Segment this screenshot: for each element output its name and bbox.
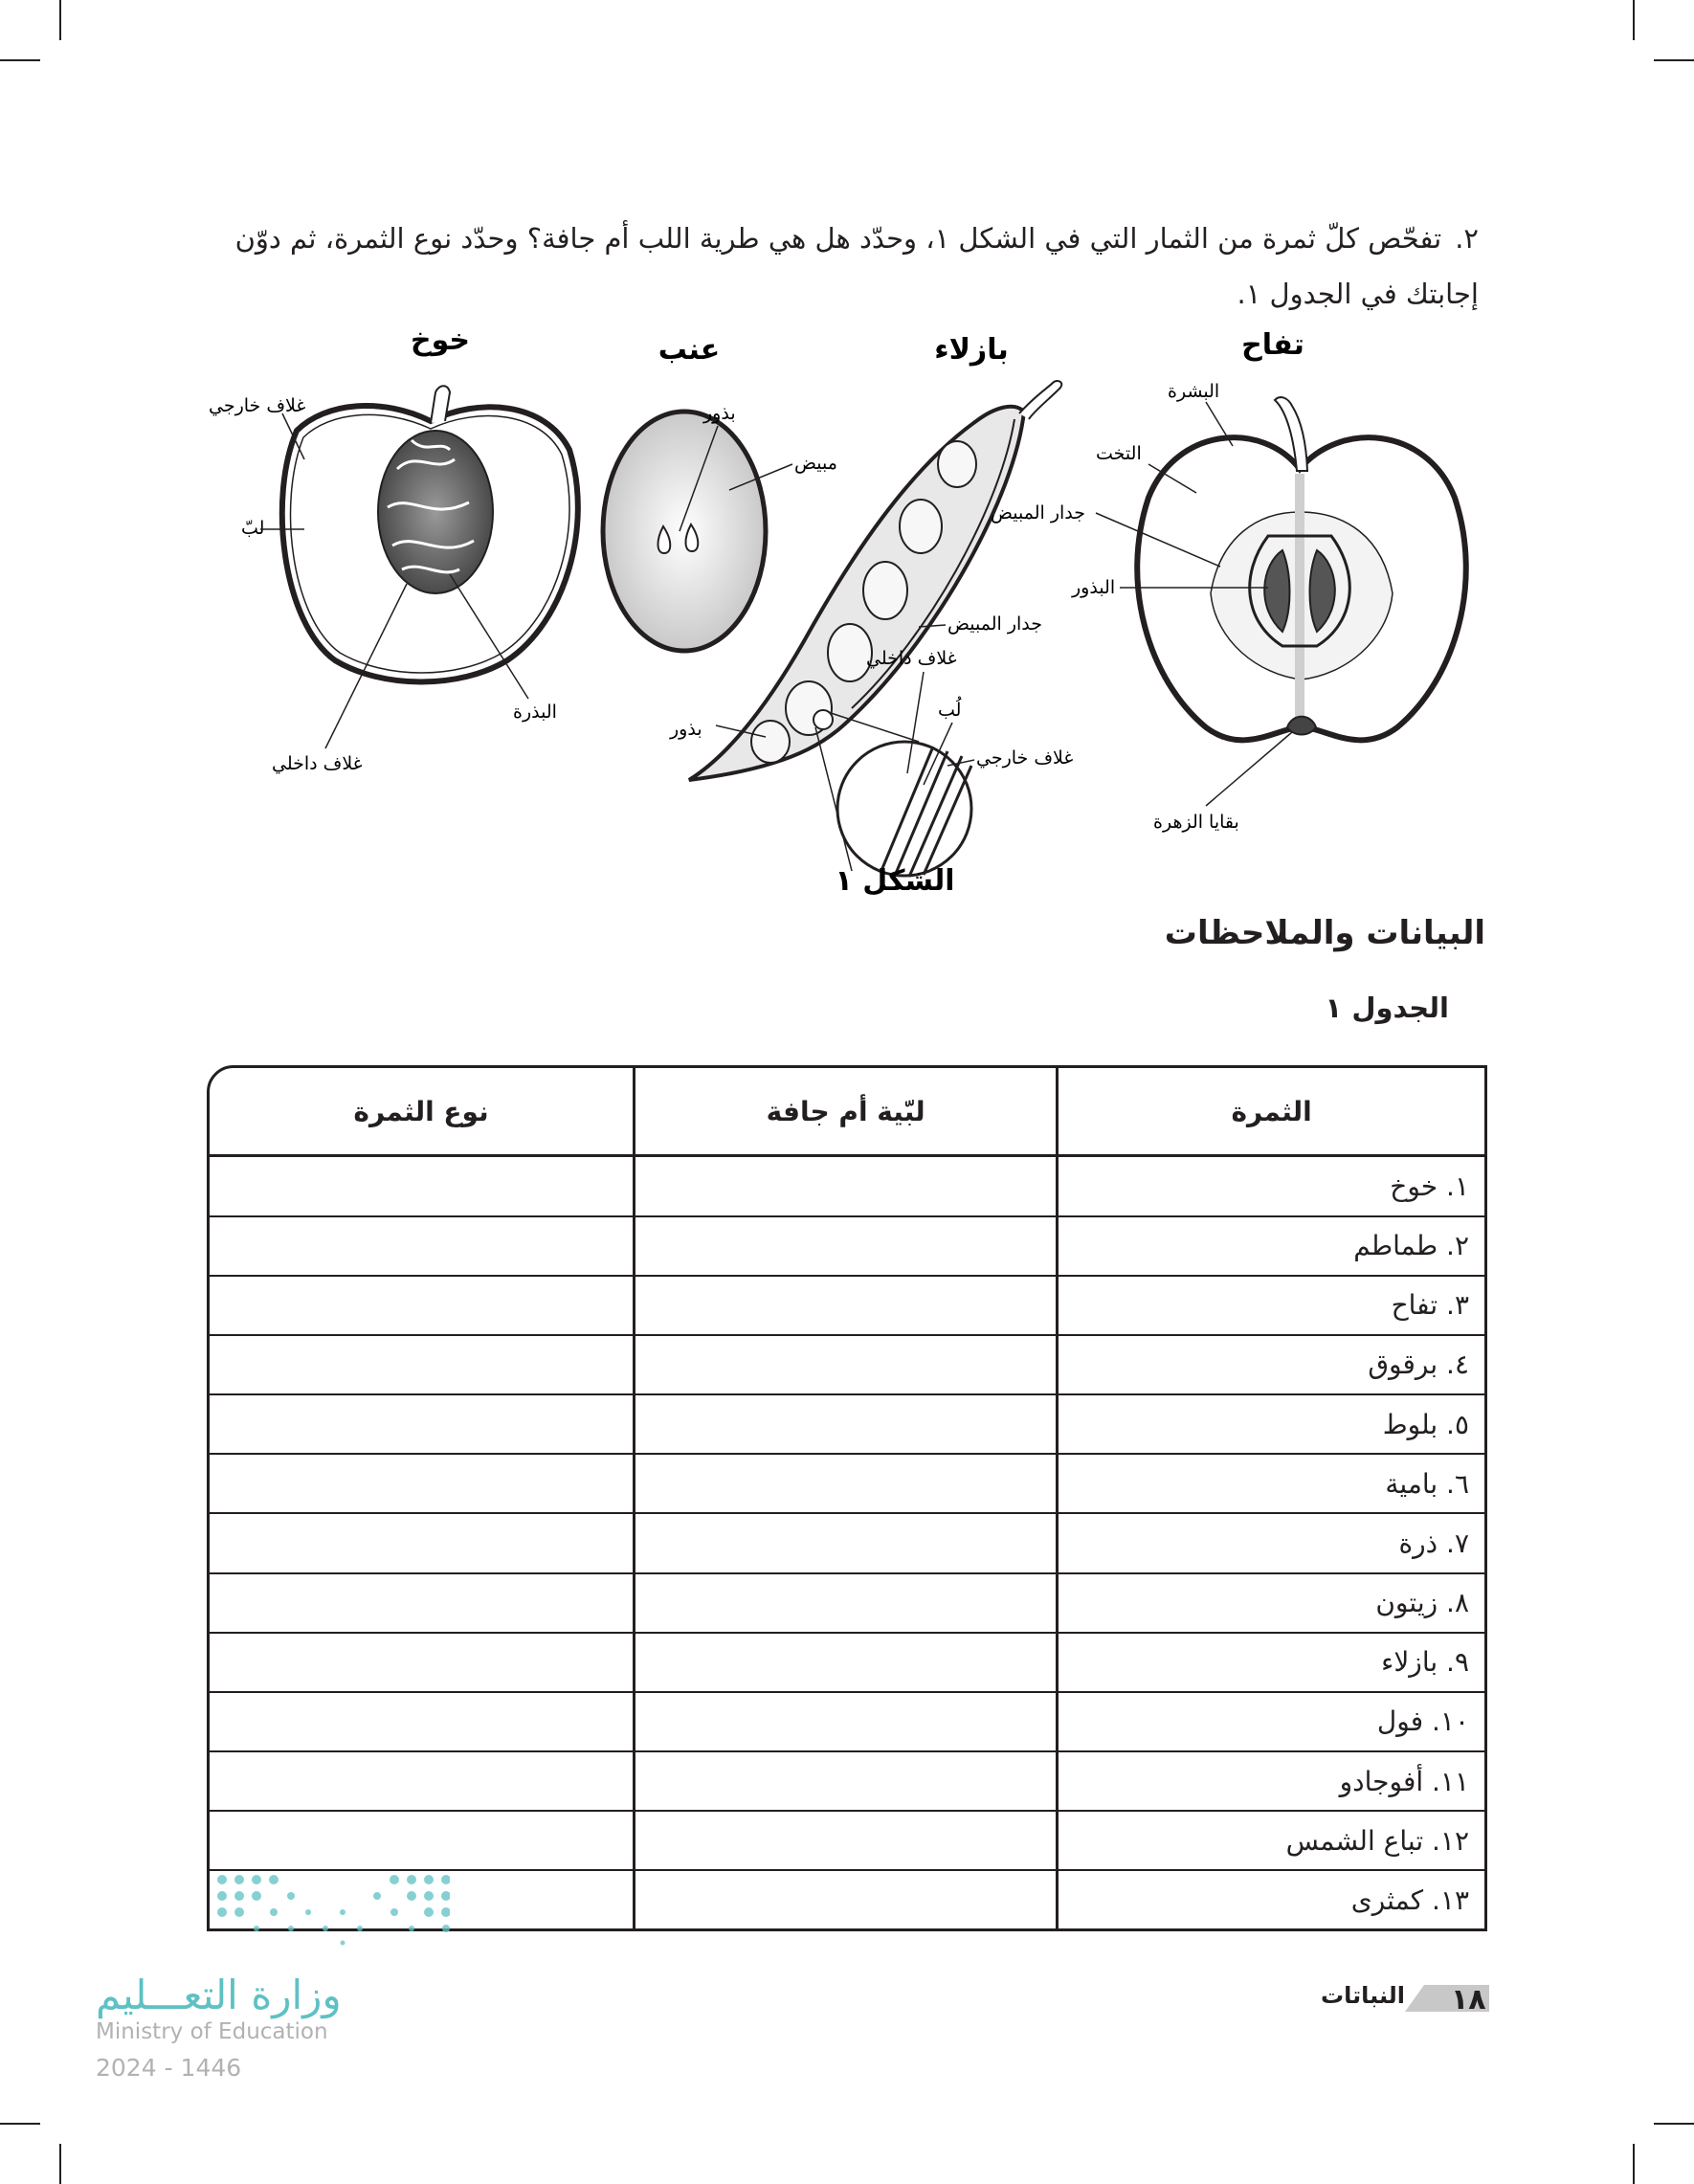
fruit-type-input[interactable] — [207, 1336, 617, 1393]
question-body: تفحّص كلّ ثمرة من الثمار التي في الشكل ١، وحدّد هل هي طرية اللب أم جافة؟ وحدّد نوع الثمرة، ثم دوّن إجابتك في الجدول ١. — [234, 222, 1479, 310]
fruit-type-input[interactable] — [207, 1514, 617, 1571]
figure-caption: الشكل ١ — [835, 864, 955, 898]
grape-title: عنب — [658, 333, 721, 367]
pea-seed — [751, 721, 790, 763]
crop-mark — [59, 2144, 61, 2184]
table-row — [210, 1335, 1484, 1394]
ministry-arabic-name: وزارة التعـــليم — [96, 1972, 342, 2018]
pea-label-seeds: بذور — [670, 719, 702, 740]
fruit-name-cell: ١٣. كمثرى — [1058, 1870, 1484, 1928]
fleshy-or-dry-cell[interactable] — [635, 1394, 1058, 1454]
fleshy-or-dry-input[interactable] — [633, 1693, 1040, 1750]
fleshy-or-dry-input[interactable] — [633, 1336, 1040, 1393]
observations-table — [207, 1065, 1487, 1931]
fleshy-or-dry-cell[interactable] — [635, 1751, 1058, 1811]
pea-seed — [900, 500, 942, 553]
table-row — [210, 1156, 1484, 1216]
fruit-type-input[interactable] — [207, 1634, 617, 1691]
fleshy-or-dry-input[interactable] — [633, 1217, 1040, 1275]
fleshy-or-dry-cell[interactable] — [635, 1156, 1058, 1216]
fruit-name-cell: ١١. أفوجادو — [1058, 1751, 1484, 1811]
apple-label-receptacle: التخت — [1096, 443, 1142, 464]
table-row — [210, 1692, 1484, 1751]
fruit-name-cell: ١٠. فول — [1058, 1692, 1484, 1751]
section-heading: البيانات والملاحظات — [1164, 914, 1485, 952]
table-row — [210, 1216, 1484, 1276]
fruit-type-cell[interactable] — [210, 1276, 635, 1335]
fruit-type-cell[interactable] — [210, 1394, 635, 1454]
fruit-type-cell[interactable] — [210, 1633, 635, 1692]
header-fleshy-or-dry: لبّية أم جافة — [635, 1068, 1058, 1156]
header-fruit-type: نوع الثمرة — [210, 1068, 635, 1156]
fruit-type-input[interactable] — [207, 1277, 617, 1334]
fleshy-or-dry-cell[interactable] — [635, 1692, 1058, 1751]
grape-drawing — [603, 333, 837, 651]
fruit-type-cell[interactable] — [210, 1692, 635, 1751]
fruit-type-cell[interactable] — [210, 1454, 635, 1513]
fleshy-or-dry-cell[interactable] — [635, 1573, 1058, 1633]
fruit-type-input[interactable] — [207, 1812, 617, 1869]
fruit-type-input[interactable] — [207, 1395, 617, 1453]
peach-drawing — [209, 323, 578, 774]
fleshy-or-dry-input[interactable] — [633, 1812, 1040, 1869]
fruit-type-cell[interactable] — [210, 1751, 635, 1811]
peach-label-endocarp: غلاف داخلي — [272, 753, 363, 774]
pea-label-ovary-wall: جدار المبيض — [947, 613, 1043, 635]
fleshy-or-dry-input[interactable] — [633, 1277, 1040, 1334]
peach-pit — [378, 431, 493, 593]
fleshy-or-dry-cell[interactable] — [635, 1633, 1058, 1692]
header-fruit: الثمرة — [1058, 1068, 1484, 1156]
fleshy-or-dry-input[interactable] — [633, 1871, 1040, 1928]
apple-label-seeds: البذور — [1072, 577, 1116, 598]
fruit-name-cell: ٣. تفاح — [1058, 1276, 1484, 1335]
fruit-name-cell: ٦. بامية — [1058, 1454, 1484, 1513]
fruit-type-cell[interactable] — [210, 1156, 635, 1216]
fleshy-or-dry-cell[interactable] — [635, 1870, 1058, 1928]
fruit-type-input[interactable] — [207, 1693, 617, 1750]
apple-label-ovary-wall: جدار المبيض — [991, 502, 1086, 524]
peach-label-mesocarp: لبّ — [241, 518, 265, 539]
fruit-type-input[interactable] — [207, 1217, 617, 1275]
fruit-type-cell[interactable] — [210, 1335, 635, 1394]
crop-mark — [0, 59, 40, 61]
fleshy-or-dry-input[interactable] — [633, 1157, 1040, 1215]
fruit-diagram — [191, 306, 1512, 919]
table-header-row — [210, 1068, 1484, 1156]
fruit-name-cell: ٩. بازلاء — [1058, 1633, 1484, 1692]
ministry-english-name: Ministry of Education — [96, 2019, 328, 2044]
peach-title: خوخ — [410, 323, 471, 357]
question-text — [206, 211, 1479, 322]
ministry-year: 2024 - 1446 — [96, 2054, 242, 2082]
table-row — [210, 1454, 1484, 1513]
chapter-title: النباتات — [1321, 1982, 1405, 2009]
crop-mark — [1654, 59, 1694, 61]
pea-label-endocarp: غلاف داخلي — [866, 648, 957, 669]
pea-stem — [1019, 381, 1061, 419]
fruit-name-cell: ٧. ذرة — [1058, 1513, 1484, 1572]
table-row — [210, 1394, 1484, 1454]
peach-label-exocarp: غلاف خارجي — [209, 395, 306, 416]
table-caption: الجدول ١ — [1325, 992, 1449, 1024]
grape-label-ovary: مبيض — [794, 453, 837, 474]
fruit-name-cell: ١. خوخ — [1058, 1156, 1484, 1216]
question-number: ٢. — [1455, 222, 1479, 255]
crop-mark — [1633, 2144, 1635, 2184]
fruit-name-cell: ٥. بلوط — [1058, 1394, 1484, 1454]
fleshy-or-dry-input[interactable] — [633, 1574, 1040, 1632]
pea-label-mesocarp: لُب — [938, 700, 962, 721]
fruit-name-cell: ٢. طماطم — [1058, 1216, 1484, 1276]
fleshy-or-dry-cell[interactable] — [635, 1513, 1058, 1572]
table-row — [210, 1633, 1484, 1692]
fleshy-or-dry-input[interactable] — [633, 1514, 1040, 1571]
fruit-type-input[interactable] — [207, 1455, 617, 1512]
pea-seed — [938, 441, 976, 487]
table-row — [210, 1811, 1484, 1870]
table-row — [210, 1751, 1484, 1811]
crop-mark — [59, 0, 61, 40]
fleshy-or-dry-cell[interactable] — [635, 1811, 1058, 1870]
apple-label-flower-remnants: بقايا الزهرة — [1153, 812, 1239, 833]
fleshy-or-dry-cell[interactable] — [635, 1216, 1058, 1276]
apple-title: تفاح — [1241, 328, 1304, 362]
fruit-type-cell[interactable] — [210, 1513, 635, 1572]
fruit-type-cell[interactable] — [210, 1573, 635, 1633]
fruit-name-cell: ٨. زيتون — [1058, 1573, 1484, 1633]
page-number: ١٨ — [1451, 1983, 1486, 2017]
crop-mark — [1654, 2123, 1694, 2125]
fruit-type-input[interactable] — [207, 1157, 617, 1215]
fruit-type-cell[interactable] — [210, 1216, 635, 1276]
table-row — [210, 1276, 1484, 1335]
fleshy-or-dry-input[interactable] — [633, 1752, 1040, 1810]
grape-outer — [603, 412, 766, 651]
fleshy-or-dry-input[interactable] — [633, 1395, 1040, 1453]
pea-seed — [863, 562, 907, 619]
fruit-type-input[interactable] — [207, 1752, 617, 1810]
crop-mark — [0, 2123, 40, 2125]
table-row — [210, 1513, 1484, 1572]
fruit-name-cell: ١٢. تباع الشمس — [1058, 1811, 1484, 1870]
pea-label-exocarp: غلاف خارجي — [976, 747, 1074, 769]
fleshy-or-dry-cell[interactable] — [635, 1454, 1058, 1513]
apple-label-skin: البشرة — [1168, 381, 1220, 402]
table-row — [210, 1573, 1484, 1633]
peach-label-seed: البذرة — [513, 702, 557, 723]
fruit-name-cell: ٤. برقوق — [1058, 1335, 1484, 1394]
crop-mark — [1633, 0, 1635, 40]
fruit-type-input[interactable] — [207, 1574, 617, 1632]
pea-title: بازلاء — [934, 333, 1009, 367]
fleshy-or-dry-cell[interactable] — [635, 1276, 1058, 1335]
fleshy-or-dry-input[interactable] — [633, 1634, 1040, 1691]
grape-label-seeds: بذور — [703, 403, 736, 424]
fleshy-or-dry-input[interactable] — [633, 1455, 1040, 1512]
fleshy-or-dry-cell[interactable] — [635, 1335, 1058, 1394]
fruit-type-cell[interactable] — [210, 1811, 635, 1870]
